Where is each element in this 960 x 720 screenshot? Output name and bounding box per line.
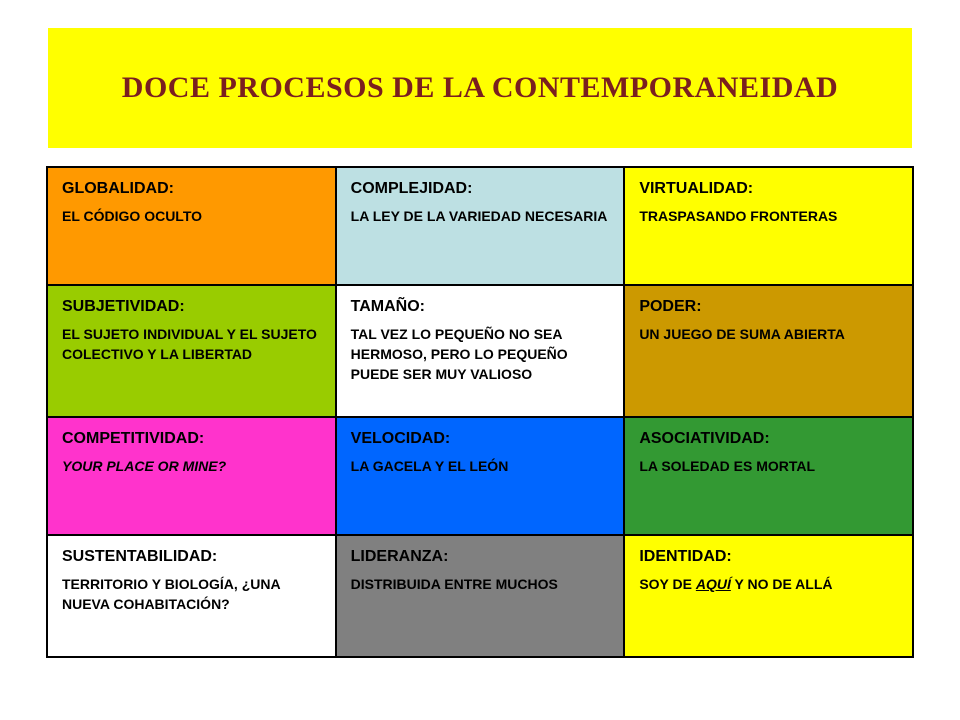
grid-row-2 (47, 285, 913, 417)
cell-virtualidad (624, 167, 913, 285)
cell-heading: TAMAÑO: (350, 298, 426, 315)
cell-heading: COMPLEJIDAD: (350, 180, 473, 197)
cell-subtitle: UN JUEGO DE SUMA ABIERTA (639, 326, 845, 342)
cell-identidad (624, 535, 913, 657)
subtitle-emphasis: AQUÍ (695, 576, 731, 592)
cell-lideranza (336, 535, 625, 657)
title-band (48, 28, 912, 148)
cell-velocidad (336, 417, 625, 535)
cell-subtitle: LA GACELA Y EL LEÓN (350, 458, 509, 474)
cell-heading: SUSTENTABILIDAD: (62, 548, 218, 565)
cell-asociatividad (624, 417, 913, 535)
cell-subtitle: YOUR PLACE OR MINE? (62, 458, 227, 474)
cell-competitividad (47, 417, 336, 535)
cell-heading: VELOCIDAD: (350, 430, 451, 447)
cell-subtitle: LA LEY DE LA VARIEDAD NECESARIA (350, 208, 608, 224)
grid-row-4 (47, 535, 913, 657)
subtitle-before: SOY DE (639, 576, 696, 592)
subtitle-after: Y NO DE ALLÁ (730, 576, 833, 592)
cell-subtitle (639, 574, 902, 594)
cell-subtitle: TERRITORIO Y BIOLOGÍA, ¿UNA NUEVA COHABITACIÓN? (62, 576, 281, 612)
cell-heading: LIDERANZA: (350, 548, 449, 565)
cell-heading: IDENTIDAD: (639, 548, 732, 565)
cell-subtitle: TAL VEZ LO PEQUEÑO NO SEA HERMOSO, PERO LO PEQUEÑO PUEDE SER MUY VALIOSO (350, 326, 568, 382)
cell-subjetividad (47, 285, 336, 417)
cell-heading: VIRTUALIDAD: (639, 180, 754, 197)
cell-heading: ASOCIATIVIDAD: (639, 430, 770, 447)
cell-globalidad (47, 167, 336, 285)
cell-subtitle: DISTRIBUIDA ENTRE MUCHOS (350, 576, 558, 592)
grid-row-1 (47, 167, 913, 285)
cell-heading: PODER: (639, 298, 702, 315)
cell-sustentabilidad (47, 535, 336, 657)
cell-subtitle: EL SUJETO INDIVIDUAL Y EL SUJETO COLECTIVO Y LA LIBERTAD (62, 326, 317, 362)
cell-subtitle: LA SOLEDAD ES MORTAL (639, 458, 816, 474)
grid-row-3 (47, 417, 913, 535)
cell-heading: COMPETITIVIDAD: (62, 430, 205, 447)
cell-tamano (336, 285, 625, 417)
cell-subtitle: EL CÓDIGO OCULTO (62, 208, 203, 224)
process-grid (46, 166, 914, 658)
cell-subtitle: TRASPASANDO FRONTERAS (639, 208, 838, 224)
cell-complejidad (336, 167, 625, 285)
page-title: DOCE PROCESOS DE LA CONTEMPORANEIDAD (121, 71, 839, 104)
cell-heading: GLOBALIDAD: (62, 180, 174, 197)
cell-poder (624, 285, 913, 417)
cell-heading: SUBJETIVIDAD: (62, 298, 185, 315)
